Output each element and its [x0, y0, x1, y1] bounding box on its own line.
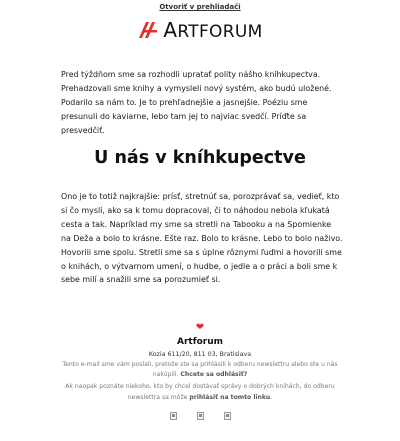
footer-images	[0, 412, 400, 420]
unsubscribe-text: Tento e-mail sme vám poslali, pretože ste sa prihlásili k odberu newslettru alebo ste u nás nakúpili.	[62, 361, 338, 379]
logo-text: ARTFORUM	[163, 18, 263, 42]
story-section	[61, 190, 343, 287]
artforum-logo-icon	[137, 21, 159, 39]
footer-company-name: Artforum	[176, 337, 224, 347]
footer-subscribe-note	[50, 382, 350, 402]
footer-unsubscribe-note	[50, 360, 350, 380]
heart-icon: ❤	[195, 322, 205, 333]
open-in-browser-link[interactable]: Otvoriť v prehliadači	[159, 3, 241, 11]
subscribe-text: Ak naopak poznáte niekoho, kto by chcel dostávať správy o dobrých knihách, do odberu newslettra sa môže	[65, 383, 335, 401]
intro-section	[61, 68, 343, 138]
headline: U nás v kníhkupectve	[94, 148, 306, 168]
footer-address: Kozia 611/20, 811 03, Bratislava	[148, 351, 252, 358]
subscribe-text-end: .	[270, 393, 273, 401]
artforum-logo[interactable]	[0, 19, 400, 41]
footer	[0, 322, 400, 420]
broken-image-icon[interactable]	[170, 412, 177, 420]
subscribe-link[interactable]: prihlásiť na tomto linku	[189, 393, 271, 401]
broken-image-icon[interactable]	[197, 412, 204, 420]
broken-image-icon[interactable]	[224, 412, 231, 420]
story-paragraph: Ono je to totiž najkrajšie: prísť, stretnúť sa, porozprávať sa, vedieť, kto si čo myslí, ako sa k tomu dopracoval, či to náhodou nebola kľukatá cesta a tak. Napríklad my sme sa stretli na Tabooku a na Spomienke na Deža a bolo to krásne. Ešte raz. Bolo to krásne. Lebo to bolo naživo. Hovorili sme spolu. Stretli sme sa s úplne rôznymi ľuďmi a hovorili sme o knihách, o výtvarnom umení, o hudbe, o jedle a o práci a boli sme k sebe milí a snažili sme sa porozumieť si.	[61, 192, 343, 285]
unsubscribe-link[interactable]: Chcete sa odhlásiť?	[180, 371, 248, 379]
intro-paragraph: Pred týždňom sme sa rozhodli upratať polity nášho kníhkupectva. Prehadzovali sme knihy a vymysleli nový systém, ako budú uložené. Podarilo sa nám to. Je to prehľadnejšie a jasnejšie. Poéziu sme presunuli do kaviarne, lebo tam jej to najviac svedčí. Príďte sa presvedčiť.	[61, 70, 332, 135]
